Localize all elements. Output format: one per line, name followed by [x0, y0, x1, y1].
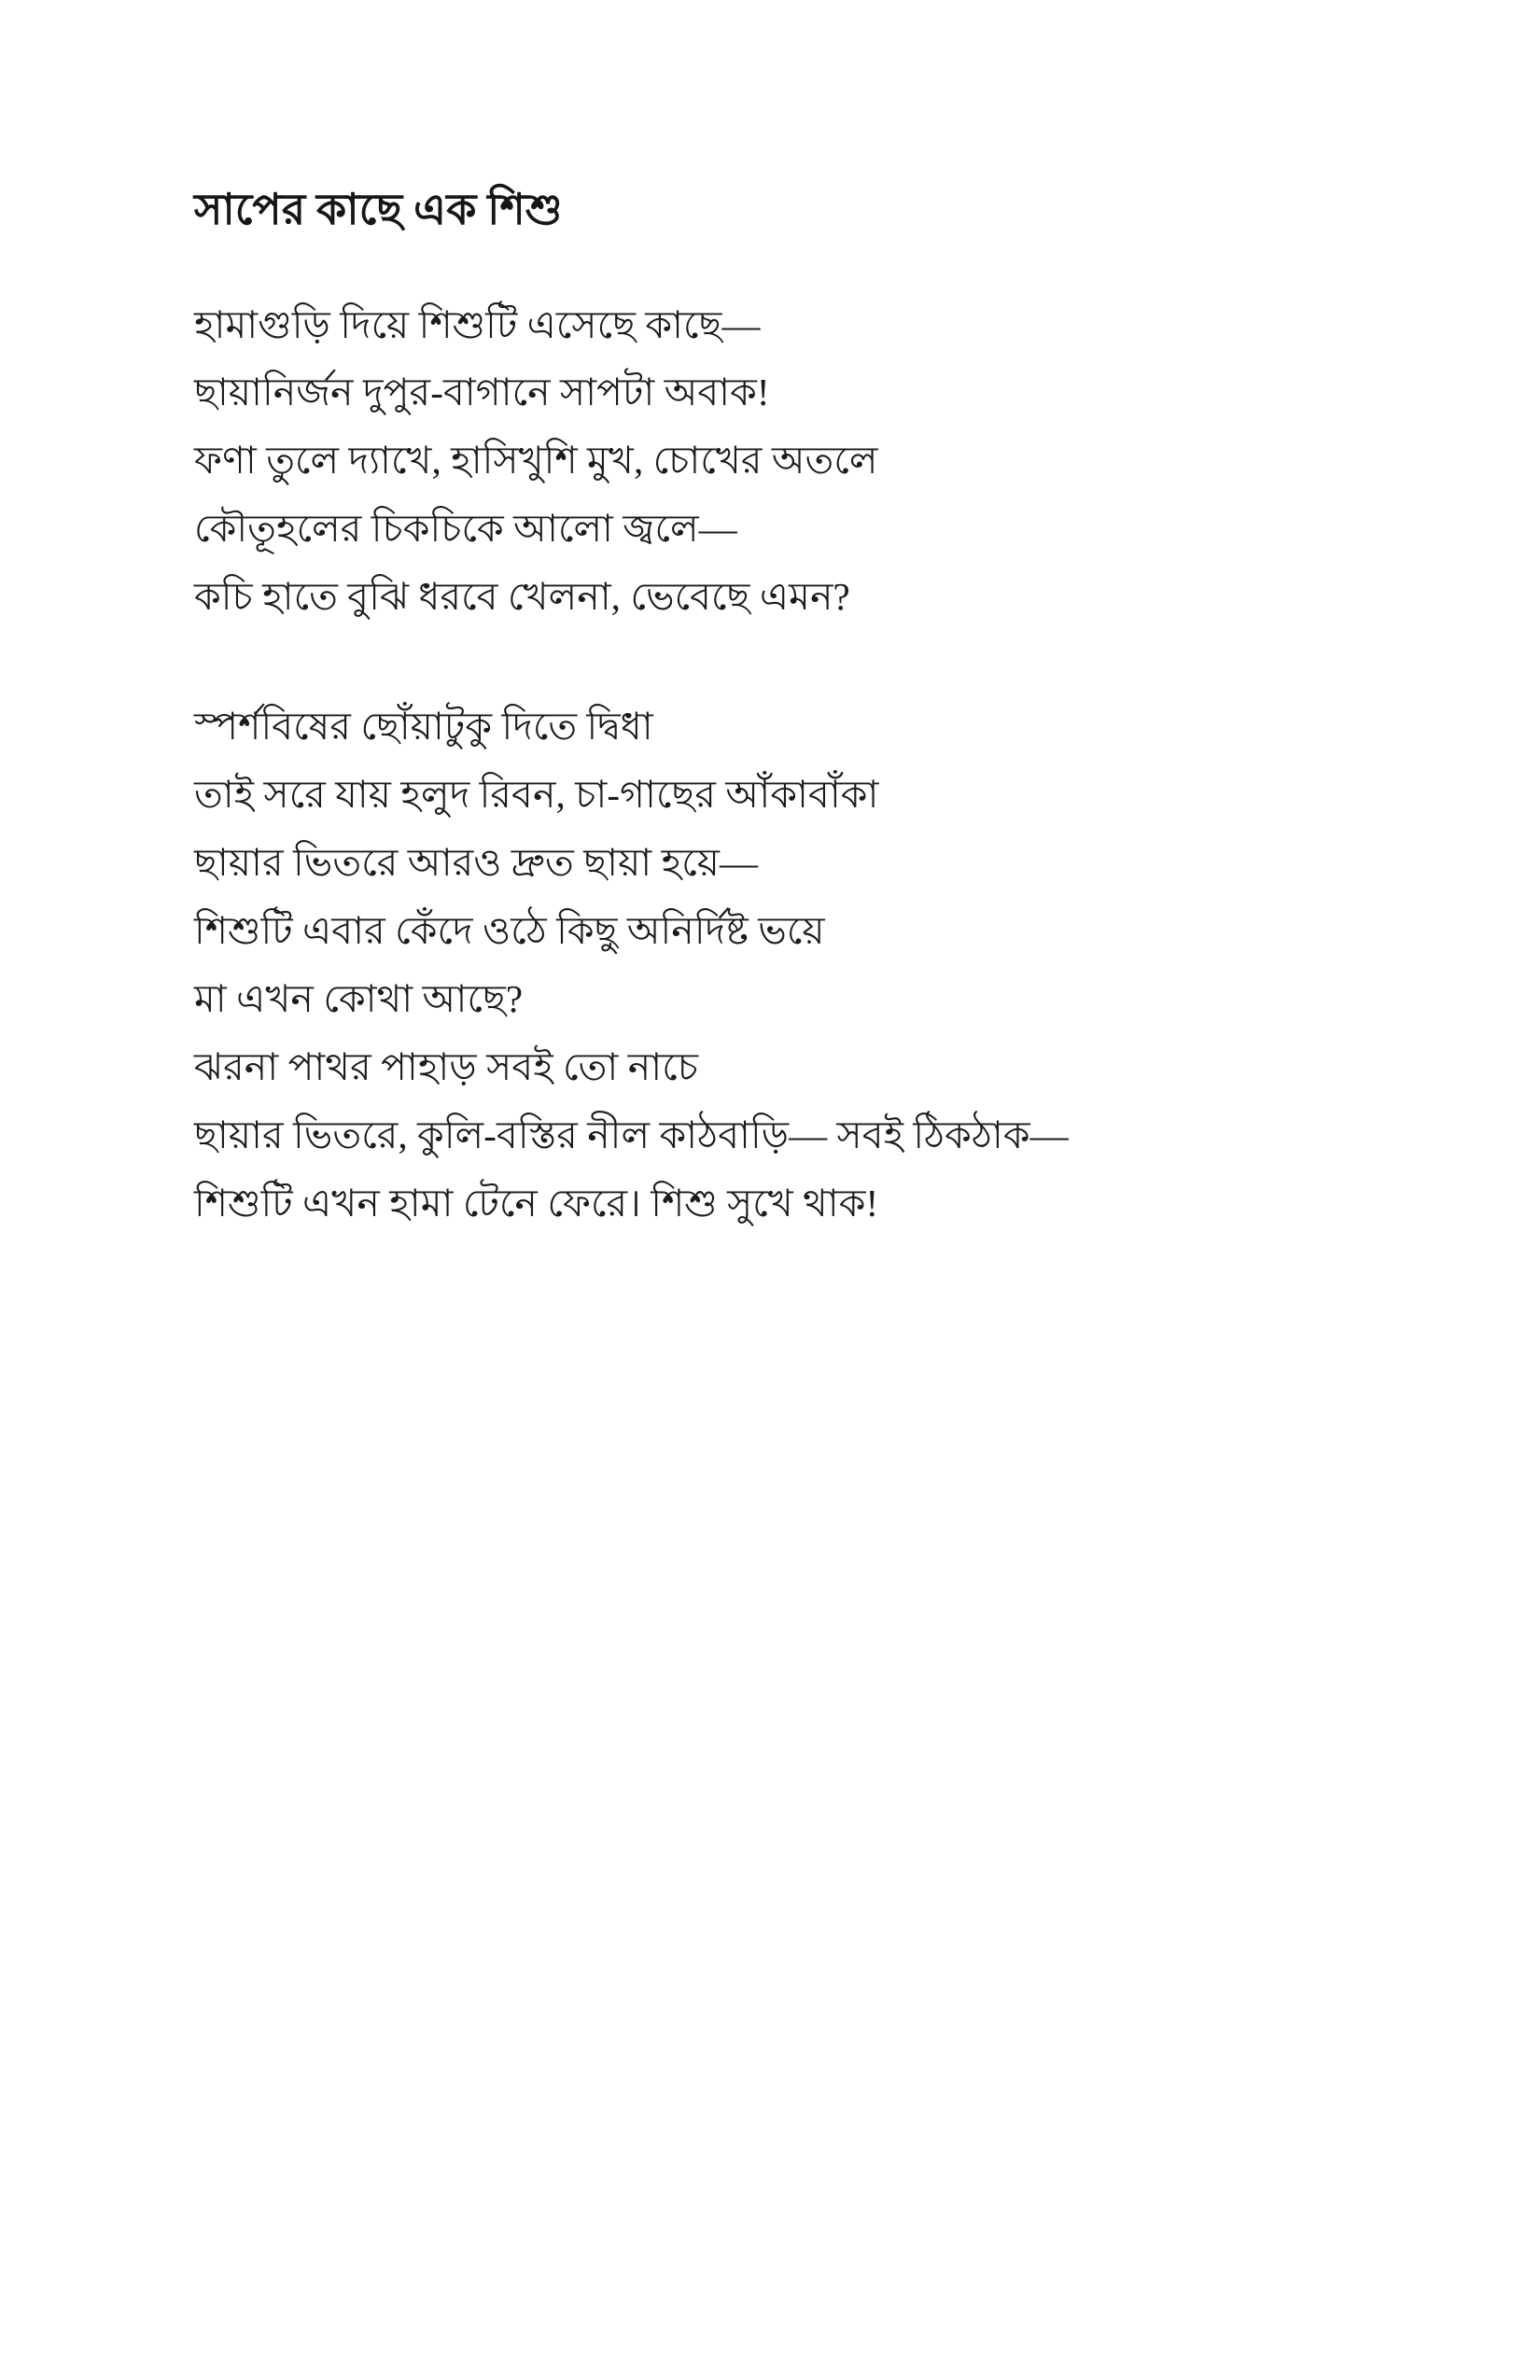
poem-line: কচি হাতে বুঝি ধরবে খেলনা, ভেবেছে এমন?: [194, 575, 850, 619]
poem-stanza-1: [194, 291, 1361, 632]
poem-stanza-2: [194, 693, 1361, 1238]
poem-title: সাপের কাছে এক শিশু: [194, 186, 563, 233]
poem-line: ছায়ার ভিতরে আরও দ্রুত ছায়া হয়ে—: [194, 841, 759, 885]
poem-line: মা এখন কোথা আছে?: [194, 977, 524, 1021]
poem-line: শিশুটি এখন হামা টেনে ফেরে। শিশু সুখে থাক!: [194, 1182, 879, 1225]
poem-line: ফণা তুলে দ্যাখে, হাসিখুশি মুখ, চোখের অতলে: [194, 439, 878, 483]
poem-line: ছায়ার ভিতরে, কুলি-বস্তির নীল কাঠবাড়ি— সবই ঠিকঠাক—: [194, 1113, 1069, 1157]
poem-line: স্পর্শবিষের ছোঁয়াটুকু দিতে দ্বিধা: [194, 705, 653, 749]
poem-line: ছায়ানির্জন দুপুর-বাগানে সাপটা অবাক!: [194, 371, 770, 414]
poem-line: তাই সরে যায় হলুদ রিবন, চা-গাছের আঁকাবাঁকা: [194, 773, 879, 817]
poem-content: [194, 183, 1361, 1239]
page-blank-area: [194, 1238, 1361, 1239]
poem-line: হামাগুড়ি দিয়ে শিশুটি এসেছে কাছে—: [194, 302, 761, 346]
poem-line: ঝরনা পাথর পাহাড় সবই তো নাচে: [194, 1045, 698, 1089]
poem-line: কৌতূহলের চিকচিকে আলো জ্বলে—: [194, 507, 737, 551]
poem-line: শিশুটি এবার কেঁদে ওঠে কিছু অনির্দিষ্ট ভয়ে: [194, 909, 825, 953]
